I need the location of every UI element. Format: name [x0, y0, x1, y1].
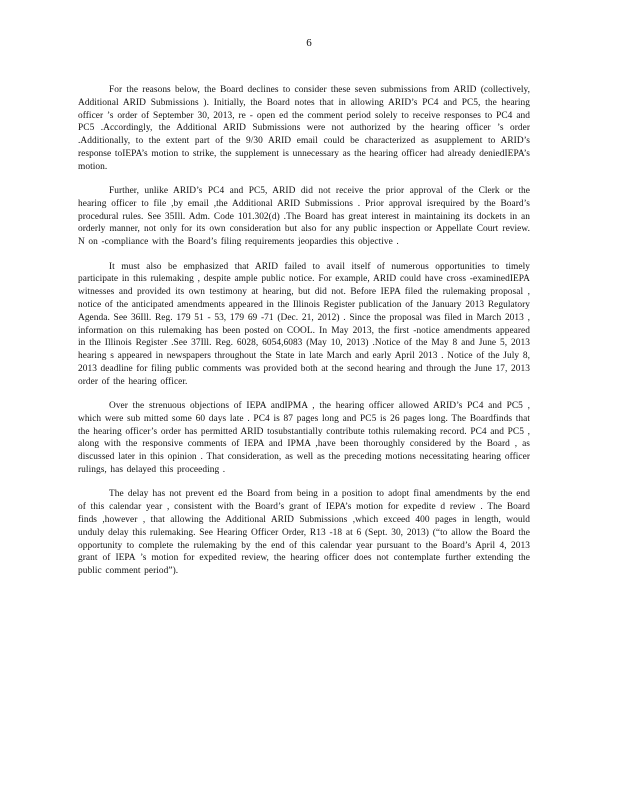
page-number: 6 [306, 37, 312, 49]
paragraph-additional-submissions: For the reasons below, the Board declines to consider these seven submissions from ARID (collectively, Additional ARID Submissions ). Initially, the Board notes that in allowing ARID’s PC4 and PC5, the hearing officer ’s order of September 30, 2013, re - open ed the comment period solely to receive responses to PC4 and PC5 .Accordingly, the Additional ARID Submissions were not authorized by the hearing officer ’s order .Additionally, to the extent part of the 9/30 ARID email could be characterized as asupplement to ARID’s response toIEPA’s motion to strike, the supplement is unnecessary as the hearing officer had already deniedIEPA’s motion. [78, 85, 530, 172]
paragraph-public-notice: It must also be emphasized that ARID failed to avail itself of numerous opportunities to timely participate in this rulemaking , despite ample public notice. For example, ARID could have cross -examinedIEPA witnesses and provided its own testimony at hearing, but did not. Before IEPA filed the rulemaking proposal , notice of the anticipated amendments appeared in the Illinois Register publication of the January 2013 Regulatory Agenda. See 36Ill. Reg. 179 51 - 53, 179 69 -71 (Dec. 21, 2012) . Since the proposal was filed in March 2013 , information on this rulemaking has been posted on COOL. In May 2013, the first -notice amendments appeared in the Illinois Register .See 37Ill. Reg. 6028, 6054,6083 (May 10, 2013) .Notice of the May 8 and June 5, 2013 hearing s appeared in newspapers throughout the State in late March and early April 2013 . Notice of the July 8, 2013 deadline for filing public comments was provided both at the second hearing and through the June 17, 2013 order of the hearing officer. [78, 261, 530, 387]
body-text [78, 84, 530, 589]
paragraph-prior-approval: Further, unlike ARID’s PC4 and PC5, ARID did not receive the prior approval of the Clerk or the hearing officer to file ,by email ,the Additional ARID Submissions . Prior approval isrequired by the Board’s procedural rules. See 35Ill. Adm. Code 101.302(d) .The Board has great interest in maintaining its dockets in an orderly manner, not only for its own consideration but also for any public inspection or Appellate Court review. N on -compliance with the Board’s filing requirements jeopardies this objective . [78, 186, 530, 248]
paragraph-expedited-review: The delay has not prevent ed the Board from being in a position to adopt final amendments by the end of this calendar year , consistent with the Board’s grant of IEPA’s motion for expedite d review . The Board finds ,however , that allowing the Additional ARID Submissions ,which exceed 400 pages in length, would unduly delay this rulemaking. See Hearing Officer Order, R13 -18 at 6 (Sept. 30, 2013) (“to allow the Board the opportunity to complete the rulemaking by the end of this calendar year pursuant to the Board’s April 4, 2013 grant of IEPA ’s motion for expedited review, the hearing officer does not contemplate further extending the public comment period”). [78, 489, 530, 577]
paragraph-late-comments: Over the strenuous objections of IEPA andIPMA , the hearing officer allowed ARID’s PC4 and PC5 , which were sub mitted some 60 days late . PC4 is 87 pages long and PC5 is 26 pages long. The Boardfinds that the hearing officer’s order has permitted ARID tosubstantially contribute tothis rulemaking record. PC4 and PC5 , along with the responsive comments of IEPA and IPMA ,have been thoroughly considered by the Board , as discussed later in this opinion . That consideration, as well as the preceding motions necessitating hearing officer rulings, has delayed this proceeding . [78, 401, 530, 476]
